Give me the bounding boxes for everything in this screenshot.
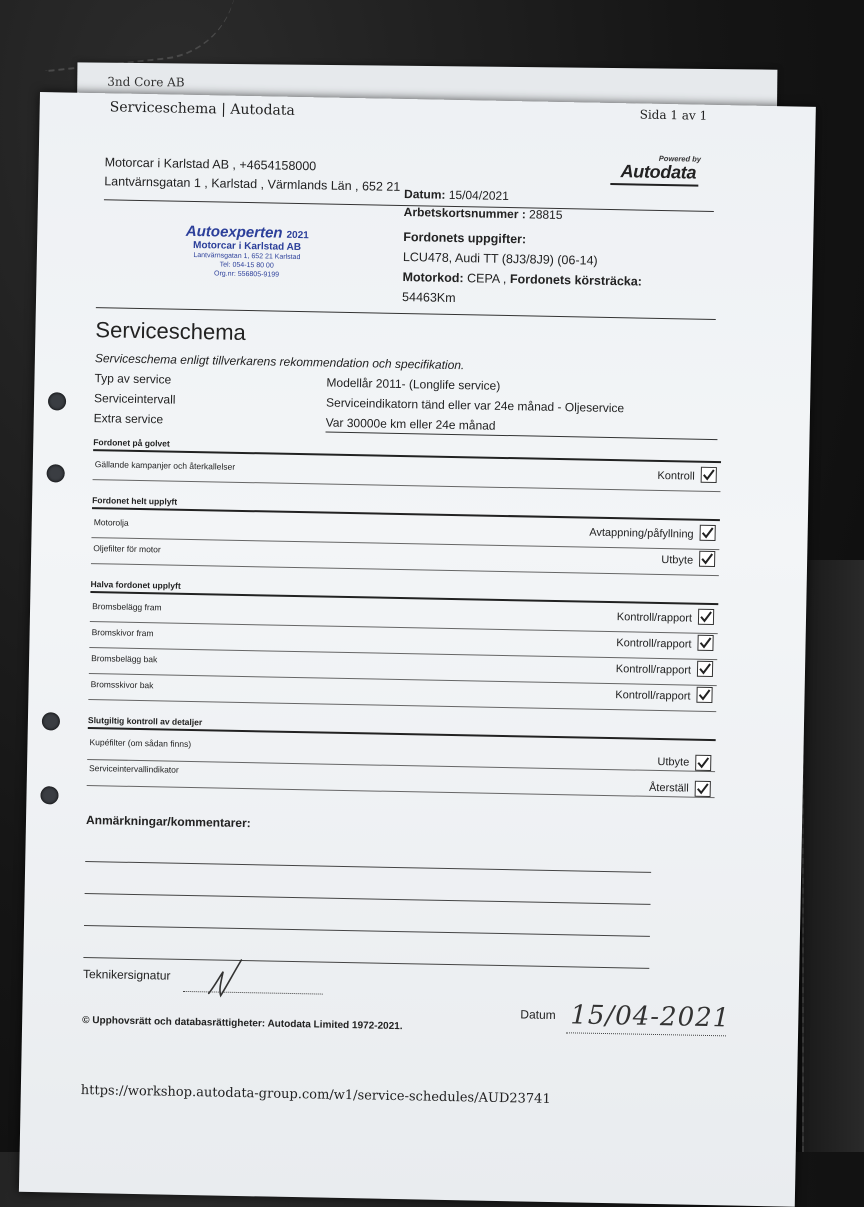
checked-checkbox-icon [698, 609, 714, 625]
section-title: Halva fordonet upplyft [90, 579, 181, 591]
copyright-notice: © Upphovsrätt och databasrättigheter: Autodata Limited 1972-2021. [82, 1014, 403, 1033]
stamp-phone: Tel: 054-15 80 00 [219, 261, 274, 270]
section-title: Slutgiltig kontroll av detaljer [87, 715, 203, 728]
comment-line [84, 925, 650, 937]
document-header-title: Serviceschema | Autodata [109, 99, 295, 119]
checked-checkbox-icon [695, 755, 711, 771]
checklist-item-action: Kontroll/rapport [615, 689, 691, 703]
checked-checkbox-icon [700, 525, 716, 541]
mileage-value: 54463Km [401, 289, 456, 306]
checked-checkbox-icon [695, 781, 711, 797]
job-order-value: 28815 [528, 207, 563, 223]
checklist-item-action: Kontroll [657, 469, 695, 483]
checked-checkbox-icon [699, 551, 715, 567]
document-url: https://workshop.autodata-group.com/w1/service-schedules/AUD23741 [80, 1082, 551, 1107]
section-vehicle-fully-lifted [92, 495, 720, 517]
checked-checkbox-icon [701, 467, 717, 483]
service-type-value: Modellår 2011- (Longlife service) [326, 375, 501, 393]
checklist-item-label: Motorolja [93, 517, 129, 528]
punch-hole [47, 464, 65, 482]
punch-hole [40, 786, 58, 804]
seat-stitching [36, 0, 245, 72]
handwritten-signature [201, 953, 252, 1004]
workshop-stamp [176, 223, 317, 281]
checklist-item-action: Utbyte [657, 755, 690, 769]
job-date-label: Datum: [403, 187, 446, 202]
comments-label: Anmärkningar/kommentarer: [85, 813, 251, 831]
page-number: Sida 1 av 1 [639, 107, 708, 123]
comment-line [85, 893, 651, 905]
section-title: Fordonet på golvet [93, 437, 170, 449]
checklist-item-action: Kontroll/rapport [615, 663, 692, 677]
comment-line [83, 957, 649, 969]
schedule-divider [326, 432, 718, 441]
technician-signature-label: Teknikersignatur [82, 966, 171, 983]
stamp-name: Autoexperten [185, 222, 283, 242]
checklist-item-label: Serviceintervallindikator [88, 763, 179, 775]
vehicle-details [402, 227, 733, 313]
section-vehicle-half-lifted [90, 579, 718, 601]
handwritten-date: 15/04-2021 [570, 1000, 731, 1034]
checked-checkbox-icon [697, 661, 713, 677]
service-schedule-document [19, 92, 816, 1207]
service-interval-row [93, 391, 714, 416]
punch-hole [48, 392, 66, 410]
job-date-value: 15/04/2021 [448, 187, 509, 204]
checklist-item-label: Kupéfilter (om sådan finns) [89, 737, 192, 750]
stamp-year: 2021 [286, 229, 309, 242]
section-final-checks [88, 715, 716, 737]
company-info [104, 153, 401, 197]
schedule-intro: Serviceschema enligt tillverkarens rekommendation och specifikation. [94, 351, 465, 373]
checklist-item-label: Bromsskivor bak [90, 679, 154, 691]
mileage-label: Fordonets körsträcka: [509, 272, 643, 289]
stamp-org-number: Org.nr: 556805-9199 [213, 270, 280, 279]
engine-code-label: Motorkod: [402, 269, 464, 286]
checklist-item-label: Gällande kampanjer och återkallelser [94, 459, 236, 472]
signature-date-label: Datum [520, 1007, 556, 1023]
service-type-label: Typ av service [94, 371, 172, 387]
stamp-company: Motorcar i Karlstad AB [192, 239, 302, 254]
extra-service-value: Var 30000e km eller 24e månad [325, 415, 496, 433]
job-date [404, 187, 509, 203]
autodata-logo: Autodata [610, 161, 698, 187]
extra-service-label: Extra service [93, 411, 164, 427]
checked-checkbox-icon [697, 635, 713, 651]
service-type-row [94, 371, 715, 393]
service-interval-label: Serviceintervall [93, 391, 176, 407]
engine-code-value: CEPA , [466, 271, 507, 286]
vehicle-model: LCU478, Audi TT (8J3/8J9) (06-14) [402, 249, 598, 268]
company-name-phone: Motorcar i Karlstad AB , +4654158000 [104, 155, 317, 174]
checklist-item-label: Bromskivor fram [91, 627, 154, 639]
checklist-item-action: Kontroll/rapport [616, 611, 693, 625]
section-title: Fordonet helt upplyft [92, 495, 178, 507]
section-vehicle-on-floor [93, 437, 721, 459]
checked-checkbox-icon [696, 687, 712, 703]
checklist-item-action: Utbyte [661, 554, 694, 567]
checklist-item-label: Bromsbelägg fram [92, 601, 162, 613]
checklist-item-action: Avtappning/påfyllning [589, 526, 694, 541]
job-order-label: Arbetskortsnummer : [403, 205, 526, 222]
checklist-item-action: Kontroll/rapport [616, 637, 692, 651]
vehicle-heading: Fordonets uppgifter: [403, 230, 527, 247]
schedule-title: Serviceschema [95, 317, 247, 345]
seat-side [802, 560, 864, 1152]
back-sheet-label: 3nd Core AB [107, 74, 185, 90]
service-interval-value: Serviceindikatorn tänd eller var 24e månad - Oljeservice [325, 395, 625, 416]
comment-line [85, 861, 651, 873]
punch-hole [42, 712, 60, 730]
checklist-item-label: Oljefilter för motor [93, 543, 161, 555]
checklist-item-label: Bromsbelägg bak [91, 653, 158, 665]
powered-by-label: Powered by [658, 153, 702, 164]
company-address: Lantvärnsgatan 1 , Karlstad , Värmlands Län , 652 21 [104, 174, 401, 194]
stamp-address: Lantvärnsgatan 1, 652 21 Karlstad [193, 251, 301, 262]
checklist-item-action: Återställ [648, 781, 689, 795]
job-order [404, 205, 563, 222]
